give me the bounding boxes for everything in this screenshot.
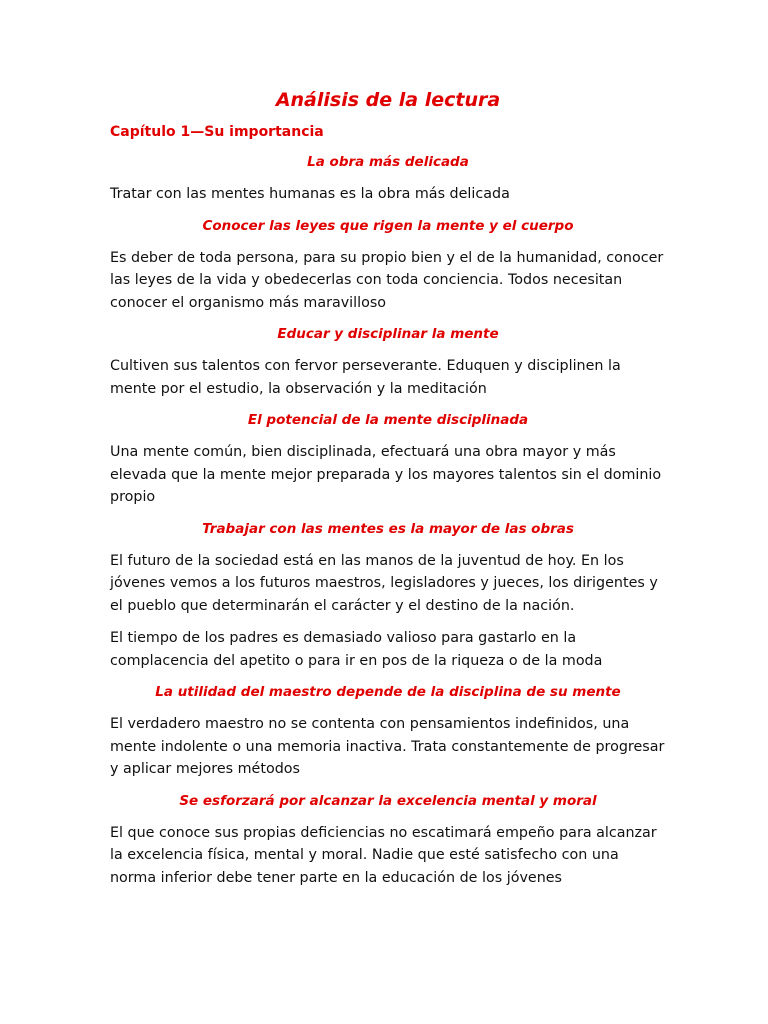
section-heading: La obra más delicada	[307, 154, 469, 170]
section-paragraph: El verdadero maestro no se contenta con pensamientos indefinidos, una mente indolente o una memoria inactiva. Trata constantemente de progresar y aplicar mejores métodos	[110, 716, 665, 777]
section-heading: El potencial de la mente disciplinada	[247, 412, 529, 428]
section-paragraph: Cultiven sus talentos con fervor perseverante. Eduquen y disciplinen la mente por el estudio, la observación y la meditación	[110, 358, 621, 397]
section-heading: Trabajar con las mentes es la mayor de las obras	[202, 520, 574, 537]
chapter-heading: Capítulo 1—Su importancia	[110, 124, 324, 140]
section-paragraph: Es deber de toda persona, para su propio bien y el de la humanidad, conocer las leyes de la vida y obedecerlas con toda conciencia. Todos necesitan conocer el organismo más maravilloso	[110, 249, 664, 311]
section-paragraph: Tratar con las mentes humanas es la obra más delicada	[110, 186, 510, 202]
section-paragraph: El futuro de la sociedad está en las manos de la juventud de hoy. En los jóvenes vemos a los futuros maestros, legisladores y jueces, los dirigentes y el pueblo que determinarán el carácter y el destino de la nación.	[110, 552, 658, 614]
section-paragraph: El que conoce sus propias deficiencias no escatimará empeño para alcanzar la excelencia física, mental y moral. Nadie que esté satisfecho con una norma inferior debe tener parte en la educación de los jóvenes	[110, 824, 657, 886]
section-5	[110, 519, 666, 673]
section-6	[110, 682, 666, 781]
section-paragraph: Una mente común, bien disciplinada, efectuará una obra mayor y más elevada que la mente mejor preparada y los mayores talentos sin el dominio propio	[110, 444, 662, 505]
section-paragraph: El tiempo de los padres es demasiado valioso para gastarlo en la complacencia del apetito o para ir en pos de la riqueza o de la moda	[110, 630, 603, 669]
section-3	[110, 324, 666, 400]
section-4	[110, 410, 666, 509]
section-heading: La utilidad del maestro depende de la disciplina de su mente	[155, 684, 621, 700]
section-heading: Se esforzará por alcanzar la excelencia mental y moral	[179, 792, 597, 809]
section-1	[110, 152, 666, 206]
section-heading: Conocer las leyes que rigen la mente y el cuerpo	[202, 217, 574, 234]
document-page	[110, 86, 666, 899]
document-title: Análisis de la lectura	[275, 89, 501, 111]
section-heading: Educar y disciplinar la mente	[277, 326, 499, 342]
section-7	[110, 791, 666, 890]
section-2	[110, 216, 666, 315]
